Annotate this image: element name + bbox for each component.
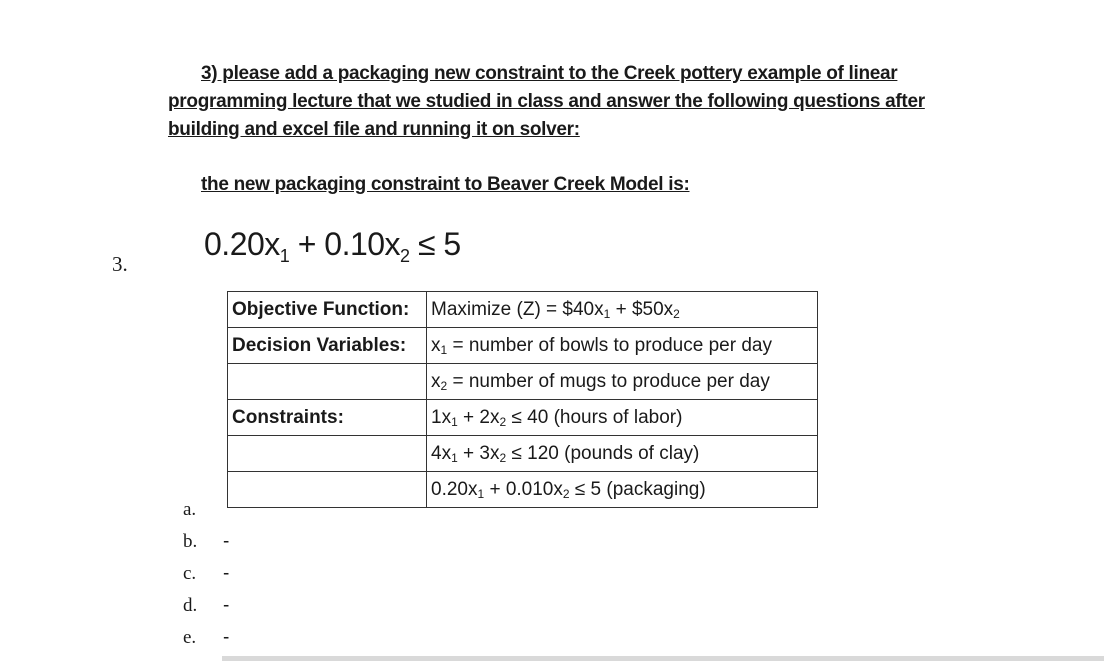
x1-part: = number of bowls to produce per day xyxy=(447,334,772,356)
page-divider xyxy=(222,656,1104,661)
table-row xyxy=(228,472,818,508)
c2-part: ≤ 120 (pounds of clay) xyxy=(506,442,700,464)
answer-label: d. xyxy=(183,595,198,616)
table-row xyxy=(228,436,818,472)
list-item xyxy=(183,497,229,529)
c1-part: ≤ 40 (hours of labor) xyxy=(506,406,683,428)
answer-label: b. xyxy=(183,531,198,552)
formula-rhs: ≤ 5 xyxy=(409,226,461,262)
c1-sub: 1 xyxy=(451,414,458,429)
objective-cell xyxy=(427,292,818,328)
clay-constraint-cell xyxy=(427,436,818,472)
decision-label: Decision Variables: xyxy=(228,328,427,364)
formula-term-2: + 0.10x xyxy=(289,226,401,262)
formula-sub-1: 1 xyxy=(279,246,290,266)
objective-sub: 1 xyxy=(603,306,611,321)
packaging-constraint-cell xyxy=(427,472,818,508)
formula-sub-2: 2 xyxy=(400,246,410,266)
answer-text: - xyxy=(223,595,230,616)
x1-sub: 1 xyxy=(440,342,448,357)
table-row xyxy=(228,400,818,436)
answer-text: - xyxy=(223,531,230,552)
c1-part: 1x xyxy=(431,406,452,428)
c3-part: ≤ 5 (packaging) xyxy=(569,478,706,500)
empty-cell xyxy=(228,472,427,508)
objective-part: + $50x xyxy=(610,298,674,320)
c2-sub: 1 xyxy=(451,450,458,465)
c3-part: + 0.010x xyxy=(484,478,563,500)
answer-text: - xyxy=(223,627,230,648)
answer-label: a. xyxy=(183,499,197,520)
table-row xyxy=(228,364,818,400)
c1-part: + 2x xyxy=(457,406,500,428)
question-number: 3. xyxy=(112,252,128,276)
c2-part: 4x xyxy=(431,442,452,464)
table-row xyxy=(228,328,818,364)
c3-sub: 2 xyxy=(562,486,570,501)
model-table xyxy=(227,291,818,508)
c3-part: 0.20x xyxy=(431,478,478,500)
objective-part: Maximize (Z) = $40x xyxy=(431,298,604,320)
labor-constraint-cell xyxy=(427,400,818,436)
answer-label: e. xyxy=(183,627,197,648)
c2-sub: 2 xyxy=(499,450,507,465)
answer-text: - xyxy=(223,563,230,584)
list-item xyxy=(183,561,229,593)
formula-term-1: 0.20x xyxy=(204,226,280,262)
objective-sub: 2 xyxy=(673,306,680,321)
list-item xyxy=(183,625,229,657)
x2-cell xyxy=(427,364,818,400)
answer-list xyxy=(183,497,229,657)
c2-part: + 3x xyxy=(457,442,500,464)
packaging-formula xyxy=(204,222,461,278)
c1-sub: 2 xyxy=(499,414,507,429)
objective-label: Objective Function: xyxy=(228,292,427,328)
table-row xyxy=(228,292,818,328)
question-heading: 3) please add a packaging new constraint to the Creek pottery example of linear programming lecture that we studied in class and answer the following questions after building and excel file and running it on solver: xyxy=(168,63,925,140)
constraint-subheading: the new packaging constraint to Beaver Creek Model is: xyxy=(201,174,690,195)
list-item xyxy=(183,529,229,561)
list-item xyxy=(183,593,229,625)
x2-part: = number of mugs to produce per day xyxy=(447,370,770,392)
x2-sub: 2 xyxy=(440,378,448,393)
constraints-label: Constraints: xyxy=(228,400,427,436)
answer-label: c. xyxy=(183,563,197,584)
x1-cell xyxy=(427,328,818,364)
c3-sub: 1 xyxy=(477,486,485,501)
x2-part: x xyxy=(431,370,441,392)
empty-cell xyxy=(228,436,427,472)
empty-cell xyxy=(228,364,427,400)
x1-part: x xyxy=(431,334,441,356)
